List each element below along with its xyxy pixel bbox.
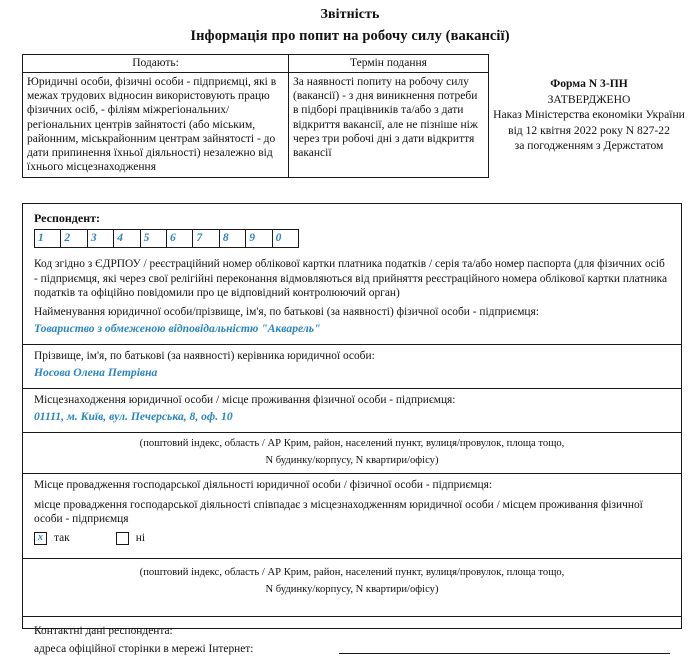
edrpou-code-input[interactable] <box>34 229 299 248</box>
code-digit-cell[interactable]: 6 <box>167 230 193 247</box>
website-label: адреса офіційної сторінки в мережі Інтернет: <box>34 642 254 655</box>
activity-place-label: Місце провадження господарської діяльності юридичної особи / фізичної особи - підприємця: <box>34 478 493 491</box>
entity-name-value[interactable]: Товариство з обмеженою відповідальністю "Акварель" <box>34 321 321 335</box>
code-digit-cell[interactable]: 0 <box>275 232 282 244</box>
website-input[interactable] <box>339 653 670 654</box>
location-label: Місцезнаходження юридичної особи / місце проживання фізичної особи - підприємця: <box>34 393 456 406</box>
code-digit-cell[interactable]: 4 <box>114 230 140 247</box>
code-digit-cell[interactable]: 1 <box>35 230 61 247</box>
table-header-deadline: Термін подання <box>289 55 489 73</box>
table-header-row <box>23 55 489 73</box>
contacts-section <box>23 617 681 657</box>
activity-place-statement: місце провадження господарської діяльності співпадає з місцезнаходженням юридичної особи / місцем проживання фізичної особи - підприємця <box>34 498 643 526</box>
code-digit-cell[interactable]: 5 <box>141 230 167 247</box>
checkbox-yes-label: так <box>54 532 70 545</box>
checkbox-no-label: ні <box>135 532 145 545</box>
address-caption-line-2: N будинку/корпусу, N квартири/офісу) <box>265 455 439 467</box>
document-title: Звітність <box>320 7 380 22</box>
code-digit-cell[interactable]: 9 <box>246 230 272 247</box>
form-order-line-1: Наказ Міністерства економіки України <box>493 108 685 122</box>
respondent-form-box <box>22 203 682 655</box>
entity-name-label: Найменування юридичної особи/прізвище, ім'я, по батькові (за наявності) фізичної особи - підприємця: <box>34 305 539 318</box>
code-digit-cell[interactable]: 3 <box>88 230 114 247</box>
contacts-section-label: Контактні дані респондента: <box>34 624 173 637</box>
document-subtitle: Інформація про попит на робочу силу (вакансії) <box>190 28 510 44</box>
activity-place-choice-group <box>23 527 681 545</box>
director-name-label: Прізвище, ім'я, по батькові (за наявності) керівника юридичної особи: <box>34 349 375 362</box>
cell-submitters: Юридичні особи, фізичні особи - підприємці, які в межах трудових відносин використовують працю фізичних осіб, - філіям міжрегіональних/регіональних центрів зайнятості (або міським, районним, міськрайонним центрам зайнятості - до дати припинення їхньої діяльності) незалежно від їхнього місцезнаходження <box>23 73 289 178</box>
location-value[interactable]: 01111, м. Київ, вул. Печерська, 8, оф. 10 <box>34 409 233 423</box>
upper-section <box>0 54 700 202</box>
code-digit-cell[interactable]: 8 <box>220 230 246 247</box>
form-order-line-2: від 12 квітня 2022 року N 827-22 <box>508 123 670 137</box>
table-header-submitters: Подають: <box>23 55 289 73</box>
checkbox-yes[interactable]: x <box>34 532 47 545</box>
table-row <box>23 73 489 178</box>
address-caption2-line-2: N будинку/корпусу, N квартири/офісу) <box>265 584 439 596</box>
director-name-value[interactable]: Носова Олена Петрівна <box>34 365 158 379</box>
code-digit-cell[interactable]: 7 <box>193 230 219 247</box>
form-order-line-3: за погодженням з Держстатом <box>514 139 664 153</box>
form-number: Форма N 3-ПН <box>550 77 628 90</box>
checkbox-no[interactable] <box>116 532 129 545</box>
address-caption2-line-1: (поштовий індекс, область / АР Крим, район, населений пункт, вулиця/провулок, площа тощо, <box>139 566 565 578</box>
edrpou-code-description: Код згідно з ЄДРПОУ / реєстраційний номер облікової картки платника податків / серія та/або номер паспорта (для фізичних осіб - підприємця, які через свої релігійні переконання відмовляються від прийняття реєстраційного номера облікової картки платника податків та офіційно повідомили про це відповідний контролюючий орган) <box>34 258 668 300</box>
form-approved-label: ЗАТВЕРДЖЕНО <box>547 92 631 106</box>
submission-info-table <box>22 54 489 178</box>
address-caption-line-1: (поштовий індекс, область / АР Крим, район, населений пункт, вулиця/провулок, площа тощо, <box>139 437 565 449</box>
form-identification-block <box>482 76 696 154</box>
code-digit-cell[interactable]: 2 <box>61 230 87 247</box>
cell-deadline: За наявності попиту на робочу силу (вакансії) - з дня виникнення потреби в підборі працівників та/або з дати відкриття вакансії, але не пізніше ніж через три робочі дні з дати відкриття вакансії <box>289 73 489 178</box>
respondent-section-label: Респондент: <box>34 211 100 225</box>
website-field-row <box>23 639 681 657</box>
